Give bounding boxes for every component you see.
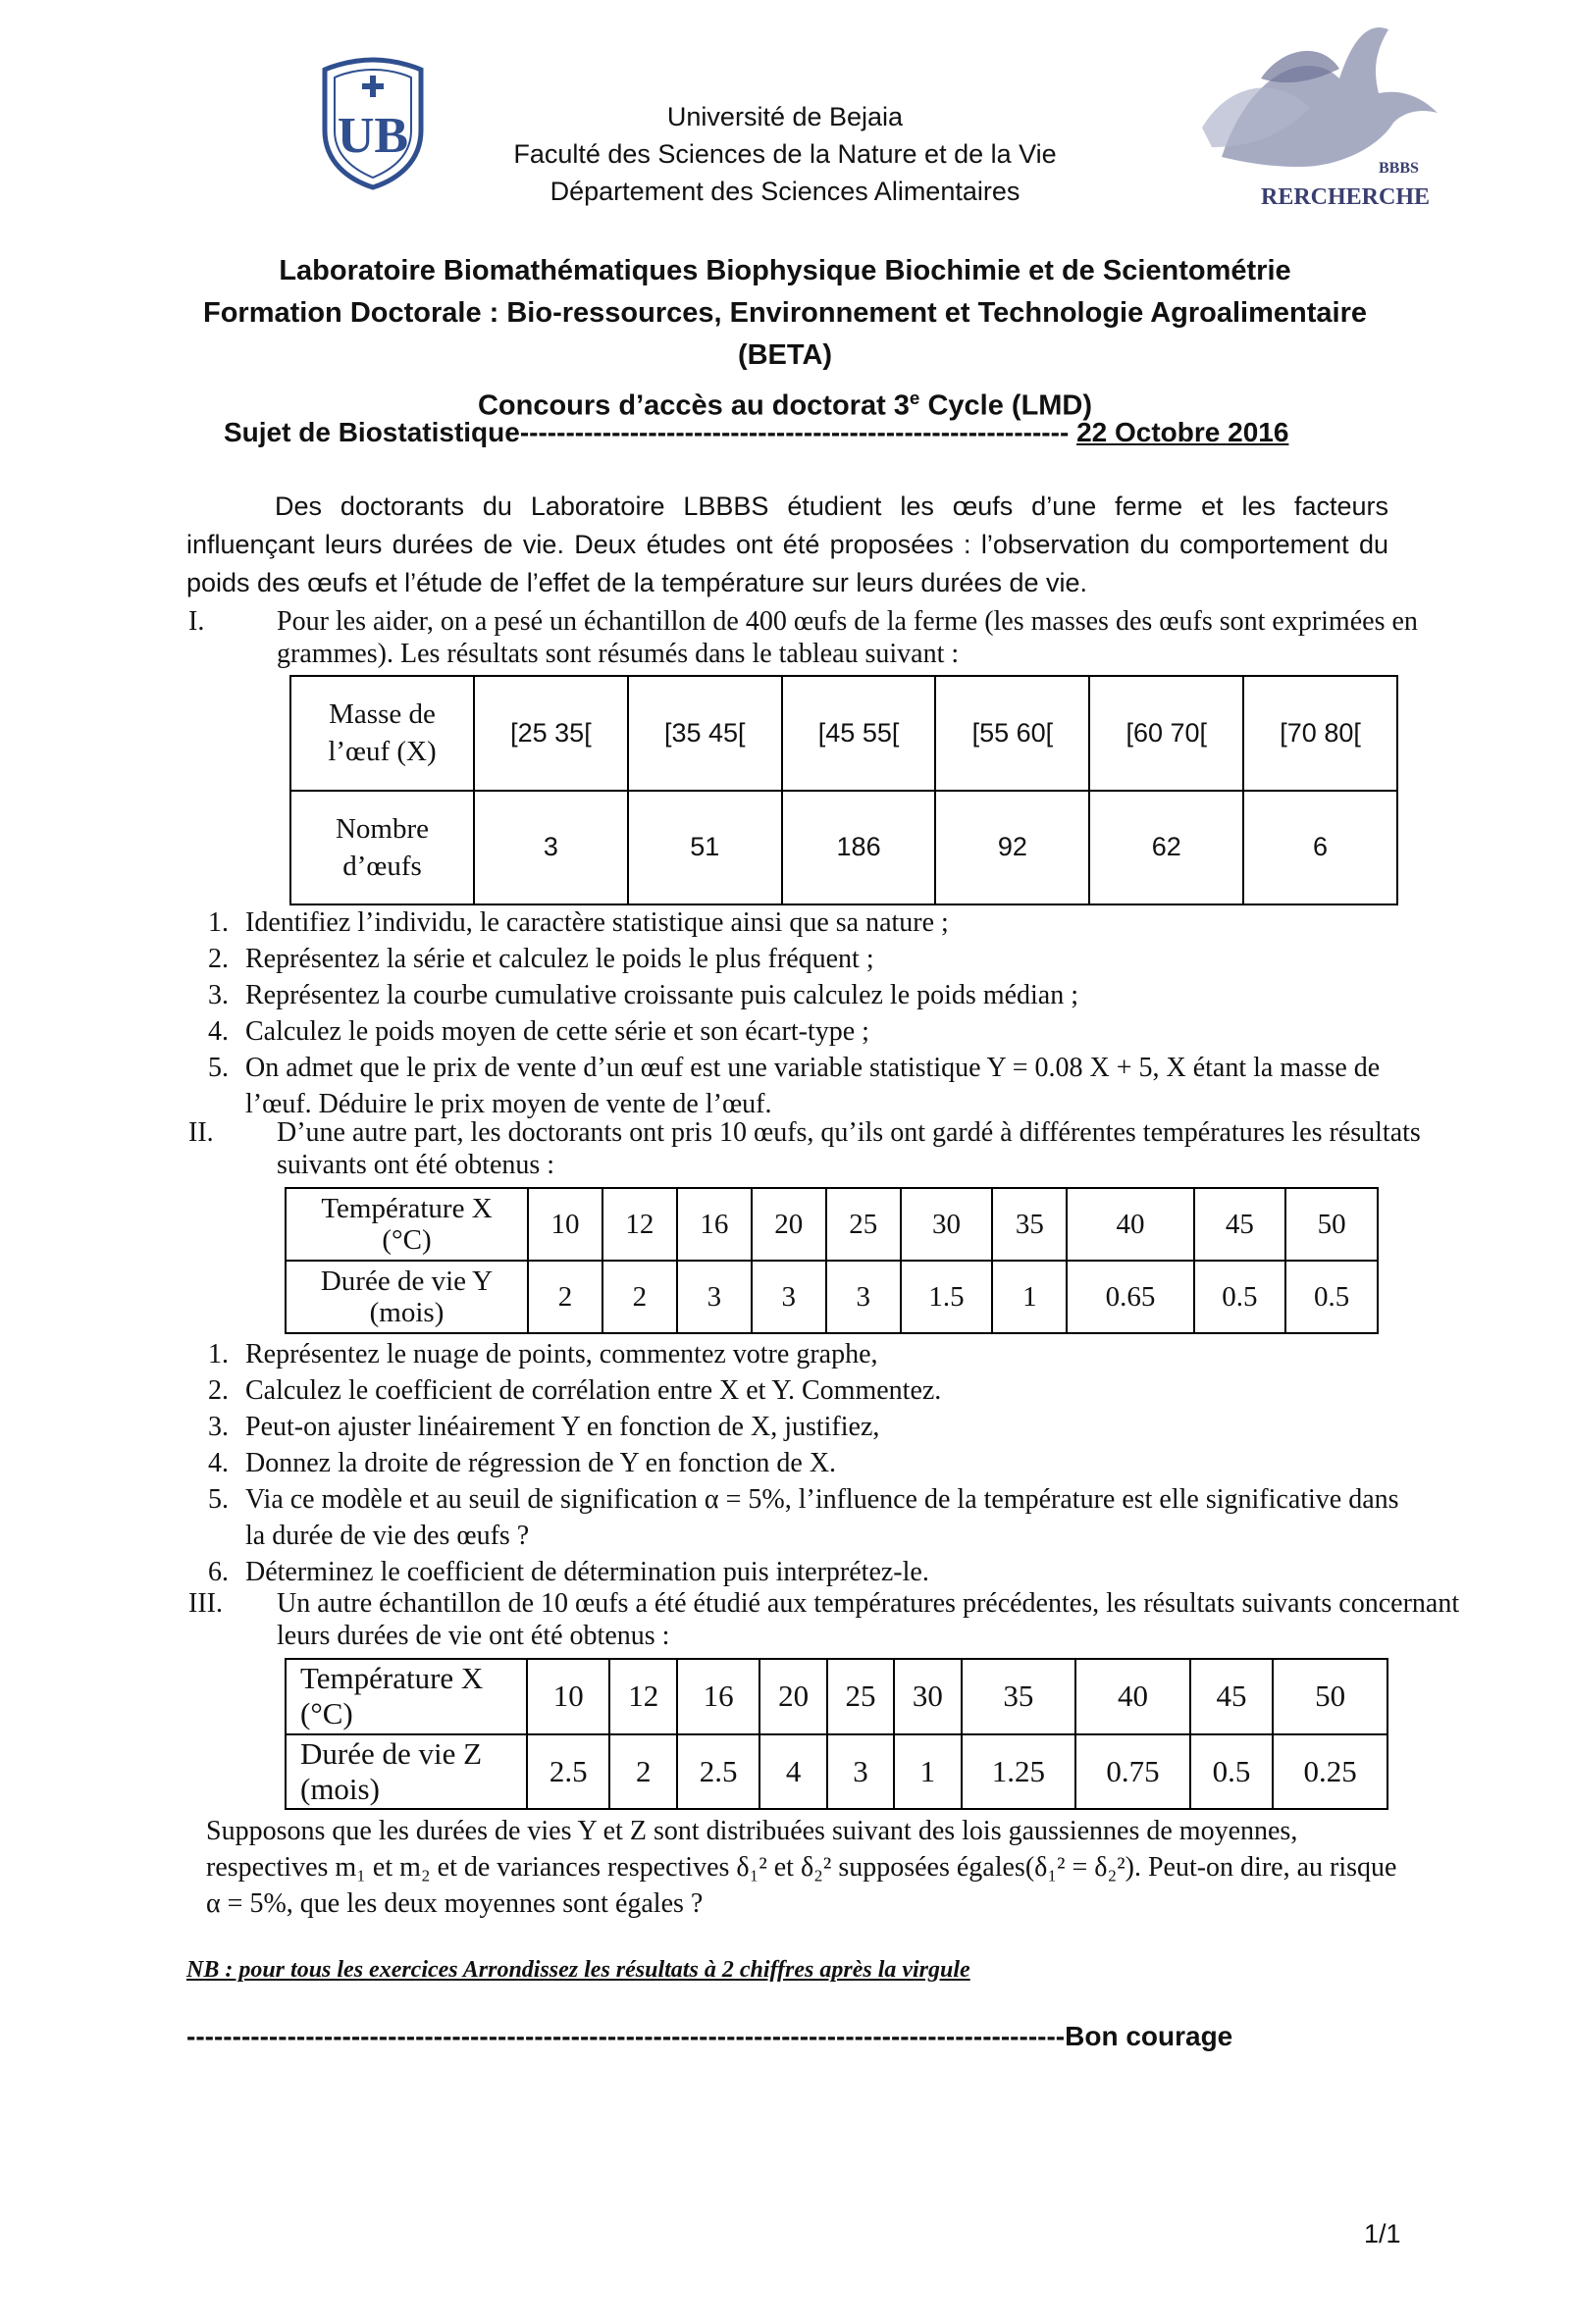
table-header-cell: Durée de vie Y (mois) [286, 1261, 528, 1333]
table-cell: 1.5 [901, 1261, 993, 1333]
section-2-intro [188, 1116, 1421, 1185]
table-cell: 2.5 [677, 1734, 759, 1810]
program-acronym: (BETA) [737, 339, 833, 371]
section-3-numeral: III. [188, 1588, 223, 1619]
table-cell: [35 45[ [628, 676, 782, 791]
section-1-numeral: I. [188, 606, 205, 637]
table-cell: 2 [602, 1261, 677, 1333]
table-cell: 45 [1194, 1188, 1286, 1261]
list-item: 3. Peut-on ajuster linéairement Y en fonction de X, justifiez, [208, 1412, 880, 1442]
table-cell: 25 [826, 1188, 901, 1261]
temperature-lifetime-table-y [285, 1187, 1379, 1334]
table-cell: 10 [527, 1659, 609, 1734]
table-cell: 0.5 [1285, 1261, 1378, 1333]
table-cell: 92 [935, 791, 1089, 905]
table-cell: [55 60[ [935, 676, 1089, 791]
list-item: 2. Calculez le coefficient de corrélation entre X et Y. Commentez. [208, 1375, 942, 1406]
list-item: 5. On admet que le prix de vente d’un œuf est une variable statistique Y = 0.08 X + 5, X étant la masse de l’œuf. Déduire le prix moyen de vente de l’œuf. [208, 1053, 1381, 1119]
table-cell: 50 [1273, 1659, 1387, 1734]
table-cell: 3 [827, 1734, 894, 1810]
table-cell: 35 [962, 1659, 1076, 1734]
concours-title: Concours d’accès au doctorat 3e Cycle (LMD) [477, 387, 1093, 422]
table-cell: 2 [609, 1734, 676, 1810]
table-cell: 6 [1243, 791, 1397, 905]
table-row [290, 791, 1397, 905]
section-3-intro [188, 1587, 1460, 1656]
table-cell: 30 [894, 1659, 961, 1734]
section-2-numeral: II. [188, 1117, 214, 1148]
table-row [290, 676, 1397, 791]
svg-text:UB: UB [337, 108, 409, 164]
section-3-text: Un autre échantillon de 10 œufs a été étudié aux températures précédentes, les résultats suivants concernant leurs durées de vie ont été obtenus : [277, 1588, 1460, 1651]
list-item: 4. Donnez la droite de régression de Y en fonction de X. [208, 1448, 837, 1478]
table-row [286, 1659, 1387, 1734]
table-cell: 3 [677, 1261, 752, 1333]
list-item: 1. Identifiez l’individu, le caractère statistique ainsi que sa nature ; [208, 907, 949, 938]
table-row [286, 1734, 1387, 1810]
subject-dashes: ------------------------------------------------------------ [519, 417, 1070, 447]
university-name: Université de Bejaia [666, 102, 904, 131]
table-cell: 20 [759, 1659, 826, 1734]
nb-note: NB : pour tous les exercices Arrondissez les résultats à 2 chiffres après la virgule [186, 1957, 970, 1983]
table-cell: 40 [1067, 1188, 1193, 1261]
table-cell: 25 [827, 1659, 894, 1734]
faculty-name: Faculté des Sciences de la Nature et de la Vie [513, 139, 1057, 169]
table-cell: 12 [609, 1659, 676, 1734]
section-3-question: Supposons que les durées de vies Y et Z sont distribuées suivant des lois gaussiennes de moyennes, respectives m₁ et m₂ et de variances respectives δ₁² et δ₂² supposées égales(δ₁² = δ₂²). Peut-on dire, au risque α = 5%, que les deux moyennes sont égales ? [206, 1816, 1397, 1919]
svg-text:RERCHERCHE: RERCHERCHE [1261, 184, 1431, 210]
table-cell: 12 [602, 1188, 677, 1261]
table-cell: 10 [528, 1188, 602, 1261]
section-2-questions [188, 1336, 1405, 1590]
table-cell: 1 [992, 1261, 1067, 1333]
section-1-intro [188, 605, 1418, 674]
list-item: 3. Représentez la courbe cumulative croissante puis calculez le poids médian ; [208, 980, 1079, 1010]
table-cell: 4 [759, 1734, 826, 1810]
table-cell: [25 35[ [474, 676, 628, 791]
table-cell: 62 [1089, 791, 1243, 905]
intro-paragraph: Des doctorants du Laboratoire LBBBS étudient les œufs d’une ferme et les facteurs influençant leurs durées de vie. Deux études ont été proposées : l’observation du comportement du poids des œufs et l’étude de l’effet de la température sur leurs durées de vie. [186, 491, 1388, 597]
closing-dashes: ------------------------------------------------------------------------------------------------ [186, 2021, 1066, 2051]
table-cell: 3 [752, 1261, 826, 1333]
subject-label: Sujet de Biostatistique [224, 417, 520, 447]
table-cell: 1 [894, 1734, 961, 1810]
table-cell: 16 [677, 1659, 759, 1734]
svg-text:BBBS: BBBS [1379, 160, 1419, 177]
table-cell: 186 [782, 791, 936, 905]
page-number: 1/1 [1364, 2219, 1401, 2248]
table-cell: 40 [1075, 1659, 1190, 1734]
closing-line [186, 2021, 1232, 2052]
table-cell: 1.25 [962, 1734, 1076, 1810]
table-cell: [45 55[ [782, 676, 936, 791]
table-cell: 3 [826, 1261, 901, 1333]
list-item: 6. Déterminez le coefficient de détermination puis interprétez-le. [208, 1557, 929, 1587]
table-cell: 20 [752, 1188, 826, 1261]
table-cell: 0.75 [1075, 1734, 1190, 1810]
table-cell: 0.25 [1273, 1734, 1387, 1810]
closing-text: Bon courage [1065, 2021, 1233, 2051]
doctoral-program: Formation Doctorale : Bio-ressources, Environnement et Technologie Agroalimentaire [203, 297, 1367, 329]
table-cell: 50 [1285, 1188, 1378, 1261]
section-2-text: D’une autre part, les doctorants ont pris 10 œufs, qu’ils ont gardé à différentes températures les résultats suivants ont été obtenus : [277, 1117, 1421, 1180]
table-cell: 45 [1190, 1659, 1273, 1734]
table-header-cell: Durée de vie Z (mois) [286, 1734, 527, 1810]
table-cell: 16 [677, 1188, 752, 1261]
egg-mass-table [289, 675, 1398, 905]
list-item: 4. Calculez le poids moyen de cette série et son écart-type ; [208, 1016, 869, 1047]
list-item: 5. Via ce modèle et au seuil de signification α = 5%, l’influence de la température est elle significative dans la durée de vie des œufs ? [208, 1484, 1399, 1551]
table-cell: [70 80[ [1243, 676, 1397, 791]
temperature-lifetime-table-z [285, 1658, 1388, 1810]
table-header-cell: Masse de l’œuf (X) [290, 676, 474, 791]
table-header-cell: Température X (°C) [286, 1659, 527, 1734]
section-1-text: Pour les aider, on a pesé un échantillon de 400 œufs de la ferme (les masses des œufs sont exprimées en grammes). Les résultats sont résumés dans le tableau suivant : [277, 606, 1418, 669]
lab-header [0, 250, 1570, 428]
subject-line [224, 417, 1288, 448]
table-cell: 0.5 [1194, 1261, 1286, 1333]
table-cell: 2 [528, 1261, 602, 1333]
lab-name: Laboratoire Biomathématiques Biophysique Biochimie et de Scientométrie [279, 255, 1291, 286]
table-cell: 0.5 [1190, 1734, 1273, 1810]
table-header-cell: Nombre d’œufs [290, 791, 474, 905]
exam-date: 22 Octobre 2016 [1076, 417, 1289, 447]
table-row [286, 1261, 1378, 1333]
table-header-cell: Température X (°C) [286, 1188, 528, 1261]
table-cell: [60 70[ [1089, 676, 1243, 791]
table-cell: 35 [992, 1188, 1067, 1261]
list-item: 2. Représentez la série et calculez le poids le plus fréquent ; [208, 944, 874, 974]
table-row [286, 1188, 1378, 1261]
table-cell: 0.65 [1067, 1261, 1193, 1333]
department-name: Département des Sciences Alimentaires [550, 177, 1020, 206]
university-header [0, 98, 1570, 210]
list-item: 1. Représentez le nuage de points, commentez votre graphe, [208, 1339, 878, 1369]
table-cell: 3 [474, 791, 628, 905]
section-1-questions [188, 904, 1405, 1122]
table-cell: 2.5 [527, 1734, 609, 1810]
table-cell: 51 [628, 791, 782, 905]
table-cell: 30 [901, 1188, 993, 1261]
